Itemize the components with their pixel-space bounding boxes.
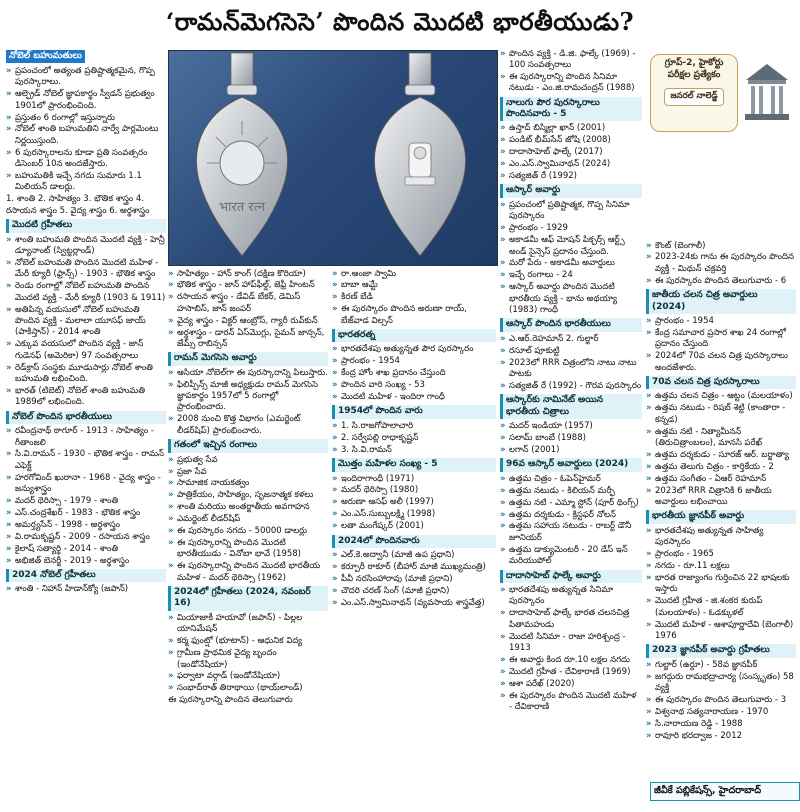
list-item: » రావూరి భరద్వాజ - 2012 bbox=[646, 731, 796, 742]
section-heading: జాతీయ చలన చిత్ర అవార్డులు (2024) bbox=[646, 289, 796, 314]
list-item: » దాదాసాహెబ్ ఫాల్కే (2017) bbox=[500, 147, 642, 158]
list bbox=[500, 200, 642, 317]
list-item: » ప్రారంభం - 1954 bbox=[646, 316, 796, 327]
list-item: » శాంతి బహుమతి పొందిన మొదటి వ్యక్తి - హెన్రీ డ్యూనాంట్ (స్విట్జర్లాండ్) bbox=[6, 235, 166, 258]
list-item: » సి.వి.రామన్ - 1930 - భౌతిక శాస్త్రం - రామన్ ఎఫెక్ట్ bbox=[6, 449, 166, 472]
list bbox=[168, 269, 328, 351]
list-item: » ఎల్.కె.అద్వానీ (మాజీ ఉప ప్రధాని) bbox=[332, 550, 496, 561]
list-item: » మదర్ థెరిస్సా (1980) bbox=[332, 485, 496, 496]
list-item: » 2023లో RRR చిత్రంలోని నాటు నాటు పాటకు bbox=[500, 358, 642, 381]
list bbox=[500, 421, 642, 456]
list-item: » కిరణ్ బేడి bbox=[332, 292, 496, 303]
list-item: » ఉస్తాద్ బిస్మిల్లా ఖాన్ (2001) bbox=[500, 123, 642, 134]
list-item: » రెడ్‌క్రాస్ సంస్థకు మూడుసార్లు నోబెల్ శాంతి బహుమతి లభించింది. bbox=[6, 363, 166, 386]
list-item: » ఉత్తమ సంగీతం - ఏఆర్ రెహమాన్ bbox=[646, 474, 796, 485]
list-item: » ఆల్ఫ్రెడ్ నోబెల్ జ్ఞాపకార్థం స్వీడన్ ప్రభుత్వం 1901లో ప్రారంభించింది. bbox=[6, 89, 166, 112]
list-item: » ఉత్తమ చలన చిత్రం - ఆట్టం (మలయాళం) bbox=[646, 391, 796, 402]
list-item: » భౌతిక శాస్త్రం - జాన్ హాప్‌ఫీల్డ్, జెఫ్రీ హింటన్ bbox=[168, 280, 328, 291]
list-item: » అకాడమీ ఆఫ్ మోషన్ పిక్చర్స్ ఆర్ట్స్ అండ్ సైన్సెస్ ప్రదానం చేస్తుంది. bbox=[500, 235, 642, 258]
list-item: » ప్రస్తుతం 6 రంగాల్లో ఇస్తున్నారు bbox=[6, 113, 166, 124]
list-item: » శాంతి - నిహాన్ హిడాన్‌క్యో (జపాన్) bbox=[6, 584, 166, 595]
badge-tag: జనరల్ నాలెడ్జ్ bbox=[664, 88, 723, 106]
list-item: » కైలాష్ సత్యార్థి - 2014 - శాంతి bbox=[6, 544, 166, 555]
list-item: » 2023-24కు గాను ఈ పురస్కారం పొందిన వ్యక్తి - మిథున్ చక్రవర్తి bbox=[646, 252, 796, 275]
list-item: » సాహిత్యం - హాన్ కాంగ్ (దక్షిణ కొరియా) bbox=[168, 269, 328, 280]
list-item: » ఉత్తమ నటుడు - రిషబ్ శెట్టి (కాంతారా - కన్నడ) bbox=[646, 403, 796, 426]
list-item: » అభిజిత్ బెనర్జీ - 2019 - అర్థశాస్త్రం bbox=[6, 556, 166, 567]
list-item: » పీవీ నరసింహారావు (మాజీ ప్రధాని) bbox=[332, 574, 496, 585]
list-item: » ఎం.ఎస్.స్వామినాథన్ (వ్యవసాయ శాస్త్రవేత్త) bbox=[332, 598, 496, 609]
list-item: » 2023లో RRR చిత్రానికి 6 జాతీయ అవార్డులు లభించాయి bbox=[646, 486, 796, 509]
list-item: » మదర్ థెరిస్సా - 1979 - శాంతి bbox=[6, 496, 166, 507]
list-item: » భారతదేశపు అత్యున్నత సాహిత్య పురస్కారం bbox=[646, 526, 796, 549]
list-item: » ఈ పురస్కారాన్ని పొందిన మొదటి భారతీయ మహిళ - మదర్ థెరిస్సా (1962) bbox=[168, 561, 328, 584]
list-item: » గుల్జార్ (ఉర్దూ) - 58వ జ్ఞానపీఠ్ bbox=[646, 660, 796, 671]
section-heading: మొత్తం మహిళల సంఖ్య - 5 bbox=[332, 458, 496, 471]
list bbox=[500, 49, 642, 95]
list-item: » సామాజిక నాయకత్వం bbox=[168, 478, 328, 489]
list-item: » ఆశా పరేఖ్ (2020) bbox=[500, 679, 642, 690]
list-item: » మొదటి గ్రహీత - దేవికారాణి (1969) bbox=[500, 667, 642, 678]
list-item: » కర్మ ఫుంట్షో (భూటాన్) - ఆధునిక విద్య bbox=[168, 636, 328, 647]
bharat-ratna-medal-image bbox=[168, 50, 498, 266]
list-item: » సంభాద్‌రాత్ తిరాథాయి (థాయ్‌లాండ్) bbox=[168, 683, 328, 694]
list-item: » 1. సి.రాజగోపాలాచారి bbox=[332, 421, 496, 432]
list-item: » వి.రామకృష్ణన్ - 2009 - రసాయన శాస్త్రం bbox=[6, 532, 166, 543]
list-item: » ఈ పురస్కారం పొందిన అరుణా రాయ్, బేజ్‌వాడ విల్సన్ bbox=[332, 304, 496, 327]
list-item: » లతా మంగేష్కర్ (2001) bbox=[332, 521, 496, 532]
list-item: » ప్రారంభం - 1965 bbox=[646, 549, 796, 560]
list-item: » రెండు రంగాల్లో నోబెల్ బహుమతి పొందిన మొదటి వ్యక్తి - మేరీ క్యూరీ (1903 & 1911) bbox=[6, 281, 166, 304]
section-heading: భారతరత్న bbox=[332, 329, 496, 342]
list bbox=[332, 269, 496, 328]
list-item: » నోబెల్ బహుమతి పొందిన మొదటి మహిళ - మేరీ క్యూరీ (ఫ్రాన్స్‌) - 1903 - భౌతిక శాస్త్రం bbox=[6, 258, 166, 281]
list bbox=[646, 241, 796, 288]
section-heading: గతంలో ఇచ్చిన రంగాలు bbox=[168, 439, 328, 452]
list-item: » పండిట్ భీమ్‌సేన్ జోషి (2008) bbox=[500, 135, 642, 146]
list-item: » గ్రామీణ ప్రాథమిక వైద్య బృందం (ఇండోనేషియా) bbox=[168, 648, 328, 671]
list-item: » అతిపిన్న వయసులో నోబెల్ బహుమతి పొందిన వ్యక్తి - మలాలా యూసఫ్ జాయ్ (పాకిస్తాన్) - 2014 శాంతి bbox=[6, 305, 166, 339]
list bbox=[646, 660, 796, 742]
list-item: » భారత రాజ్యాంగం గుర్తించిన 22 భాషలకు ఇస్తారు bbox=[646, 573, 796, 596]
list-item: » ఎం.ఎస్.స్వామినాథన్ (2024) bbox=[500, 159, 642, 170]
list bbox=[168, 613, 328, 695]
list-item: » 2008 నుంచి కొత్త విభాగం (ఎమర్జెంట్ లీడర్‌షిప్) ప్రారంభించారు. bbox=[168, 414, 328, 437]
list-item: » ఉత్తమ డాక్యుమెంటరీ - 20 డేస్ ఇన్ మరియుపోల్ bbox=[500, 545, 642, 568]
list-item: » ఫర్వాటా వర్గాడ్ (ఇండోనేషియా) bbox=[168, 671, 328, 682]
list-item: » నోబెల్ శాంతి బహుమతిని నార్వే పార్లమెంటు నిర్ణయిస్తుంది. bbox=[6, 124, 166, 147]
badge-box bbox=[650, 54, 738, 132]
building-icon bbox=[742, 60, 792, 126]
list-item: » రసూల్ పూకుట్టి bbox=[500, 346, 642, 357]
section-heading: 96వ ఆస్కార్ అవార్డులు (2024) bbox=[500, 458, 642, 471]
list-item: » విశ్వనాథ సత్యనారాయణ - 1970 bbox=[646, 707, 796, 718]
list-item: » చౌదరి చరణ్ సింగ్ (మాజీ ప్రధాని) bbox=[332, 586, 496, 597]
list-item: » ఎ.ఆర్.రెహమాన్ 2. గుల్జార్ bbox=[500, 334, 642, 345]
list-item: » ఇందిరాగాంధీ (1971) bbox=[332, 474, 496, 485]
list-item: » ఉత్తమ నటుడు - కిలియన్ మర్ఫీ bbox=[500, 486, 642, 497]
section-heading: 1954లో పొందిన వారు bbox=[332, 405, 496, 418]
list-item: » కౌంట్ (బెంగాలీ) bbox=[646, 241, 796, 252]
list-item: » కేంద్ర సమాచార ప్రసార శాఖ 24 రంగాల్లో ప్రదానం చేస్తుంది bbox=[646, 328, 796, 351]
list-item: » ఈ పురస్కారం నగదు - 50000 డాలర్లు bbox=[168, 526, 328, 537]
list-item: » ఈ పురస్కారం పొందిన తెలుగువారు - 3 bbox=[646, 695, 796, 706]
list-item: » ప్రపంచంలో ప్రతిష్టాత్మక, గొప్ప సినిమా పురస్కారం bbox=[500, 200, 642, 223]
list-item: » ప్రపంచంలో అత్యంత ప్రతిష్టాత్మకమైన, గొప్ప పురస్కారాలు. bbox=[6, 66, 166, 89]
list-item: » ఉత్తమ సహాయ నటుడు - రాబర్ట్ డౌనీ జూనియర్ bbox=[500, 521, 642, 544]
fields-text: 1. శాంతి 2. సాహిత్యం 3. భౌతిక శాస్త్రం 4. రసాయన శాస్త్రం 5. వైద్య శాస్త్రం 6. అర్థశాస్త్రం bbox=[6, 194, 150, 216]
list-item: » ఎమర్జెంట్ లీడర్‌షిప్ bbox=[168, 514, 328, 525]
list-item: » భారతదేశపు అత్యున్నత సినిమా పురస్కారం bbox=[500, 585, 642, 608]
list-item: » నగదు - రూ.11 లక్షలు bbox=[646, 561, 796, 572]
section-heading: నోబెల్ బహుమతులు bbox=[6, 50, 85, 63]
list bbox=[332, 421, 496, 456]
list-item: » సత్యజిత్ రే (1992) - గౌరవ పురస్కారం bbox=[500, 381, 642, 392]
list-item: » ఉత్తమ దర్శకుడు - క్రిస్టఫర్ నోలన్ bbox=[500, 510, 642, 521]
list bbox=[646, 391, 796, 508]
list-item: » ఎం.ఎస్.సుబ్బులక్ష్మి (1998) bbox=[332, 509, 496, 520]
list-item: » పాత్రికేయం, సాహిత్యం, సృజనాత్మక కళలు bbox=[168, 490, 328, 501]
list-item: » ఈ పురస్కారం పొందిన మొదటి మహిళ - దేవికారాణి bbox=[500, 691, 642, 714]
list-item: » సలామ్ బాంబే (1988) bbox=[500, 433, 642, 444]
column-1 bbox=[6, 48, 166, 808]
section-heading: 2024 నోబెల్ గ్రహీతలు bbox=[6, 569, 166, 582]
section-heading: మొదటి గ్రహీతలు bbox=[6, 219, 166, 232]
list-item: » ఆస్కార్ అవార్డు పొందిన మొదటి భారతీయ వ్యక్తి - భాను అథయ్యా (1983) గాంధీ bbox=[500, 282, 642, 316]
list-item: » సి.నారాయణ రెడ్డి - 1988 bbox=[646, 719, 796, 730]
list-item: » భారత్ (టిబెట్) నోబెల్ శాంతి బహుమతి 1989లో లభించింది. bbox=[6, 386, 166, 409]
list-item: » పొందిన వారి సంఖ్య - 53 bbox=[332, 380, 496, 391]
list-item: » భారతదేశపు అత్యున్నత పౌర పురస్కారం bbox=[332, 344, 496, 355]
list-item: » మొదటి గ్రహీత - జి.శంకర కురుప్ (మలయాళం) - ఓడక్కుళల్ bbox=[646, 596, 796, 619]
section-heading: నోబెల్ పొందిన భారతీయులు bbox=[6, 411, 166, 424]
list bbox=[168, 455, 328, 526]
list-item: » ఎస్.చంద్రశేఖర్ - 1983 - భౌతిక శాస్త్రం bbox=[6, 508, 166, 519]
section-heading: రామన్ మెగసెసె అవార్డు bbox=[168, 352, 328, 365]
list-item: » ఉత్తమ నటి - ఎమ్మా స్టోన్ (పూర్ థింగ్స్) bbox=[500, 498, 642, 509]
publisher-byline: జీవీకే పబ్లికేషన్స్, హైదరాబాద్ bbox=[650, 782, 800, 801]
medal-inscription: भारत रत्न bbox=[219, 200, 265, 215]
list-item: » ఈ పురస్కారాన్ని పొందిన సినిమా నటుడు - ఎం.జి.రామచంద్రన్ (1988) bbox=[500, 72, 642, 95]
exam-badge bbox=[646, 50, 796, 236]
medal-illustration bbox=[169, 51, 497, 265]
list-item: » పొందిన వ్యక్తి - డి.జి. ఫాల్కే (1969) - 100 సంవత్సరాలు bbox=[500, 49, 642, 72]
list-item: » మరో పేరు - అకాడమీ అవార్డులు bbox=[500, 258, 642, 269]
list-item: » రా.ఆంజా స్వామి bbox=[332, 269, 496, 280]
list bbox=[500, 123, 642, 182]
list bbox=[332, 550, 496, 609]
list-item: » ఈ అవార్డు కింద రూ.10 లక్షల నగదు bbox=[500, 655, 642, 666]
list bbox=[6, 235, 166, 409]
list-item: » ఈ పురస్కారం పొందిన తెలుగువారు - 6 bbox=[646, 276, 796, 287]
list bbox=[646, 526, 796, 643]
list-item: » బహుమతికి ఇచ్చే నగదు సుమారు 1.1 మిలియన్ డాలర్లు. bbox=[6, 171, 166, 194]
list bbox=[646, 316, 796, 374]
list bbox=[6, 584, 166, 595]
section-heading: దాదాసాహెబ్ ఫాల్కే అవార్డు bbox=[500, 570, 642, 583]
list-item: » అర్థశాస్త్రం - డారన్ ఏస్‌మొగ్లు, సైమన్ జాన్సన్, జేమ్స్ రాబిన్సన్ bbox=[168, 328, 328, 351]
list-item: » ఇచ్చే రంగాలు - 24 bbox=[500, 270, 642, 281]
section-heading: నాలుగు పౌర పురస్కారాలు పొందినవారు - 5 bbox=[500, 97, 642, 122]
section-heading: ఆస్కార్ పొందిన భారతీయులు bbox=[500, 318, 642, 331]
list-item: » మియాజాకీ హయావో (జపాన్) - పిల్లల యానిమేషన్ bbox=[168, 613, 328, 636]
section-heading: 2023 జ్ఞానపీఠ్ అవార్డు గ్రహీతలు bbox=[646, 644, 796, 657]
list-item: » ఉత్తమ తెలుగు చిత్రం - కార్తికేయ - 2 bbox=[646, 462, 796, 473]
section-heading: ఆస్కార్ అవార్డు bbox=[500, 184, 642, 197]
section-heading: 70వ చలన చిత్ర పురస్కారాలు bbox=[646, 376, 796, 389]
list bbox=[332, 344, 496, 403]
list-item: » అమర్త్యసేన్ - 1998 - అర్థశాస్త్రం bbox=[6, 520, 166, 531]
list-item: » ఉత్తమ చిత్రం - ఓపెన్‌హైమర్ bbox=[500, 474, 642, 485]
list-item: » శాంతి మరియు అంతర్జాతీయ అవగాహన bbox=[168, 502, 328, 513]
column-2 bbox=[168, 268, 328, 808]
list-item: » ఉత్తమ నటి - నిత్యామీనన్ (తిరుచిత్రాంబలం), మానసి పరేఖ్ bbox=[646, 427, 796, 450]
list-item: » కర్పూరీ ఠాకూర్ (బీహార్ మాజీ ముఖ్యమంత్రి) bbox=[332, 562, 496, 573]
page-headline: ‘రామన్‌మెగసెసె’ పొందిన మొదటి భారతీయుడు? bbox=[165, 7, 635, 36]
list-item: » బాబా ఆమ్టే bbox=[332, 280, 496, 291]
list-item: » రసాయన శాస్త్రం - డేవిడ్ బేకర్, డెమిస్ హసాబిస్, జాన్ జంపర్ bbox=[168, 292, 328, 315]
list bbox=[6, 66, 166, 194]
list-item: » ఆసియా నోబెల్‌గా ఈ పురస్కారాన్ని పిలుస్తారు. bbox=[168, 368, 328, 379]
list-item: » ఎక్కువ వయసులో పొందిన వ్యక్తి - జాన్ గుడెనఫ్ (అమెరికా) 97 సంవత్సరాలు bbox=[6, 339, 166, 362]
list-item: » మొదటి మహిళ - ఇందిరా గాంధీ bbox=[332, 392, 496, 403]
section-heading: ఆస్కార్‌కు నామినేట్ అయిన భారతీయ చిత్రాలు bbox=[500, 394, 642, 419]
list-item: » ప్రారంభం - 1929 bbox=[500, 223, 642, 234]
list-item: » మొదటి సినిమా - రాజా హరిశ్చంద్ర - 1913 bbox=[500, 632, 642, 655]
section-heading: 2024లో గ్రహీతలు (2024, నవంబర్ 16) bbox=[168, 586, 328, 611]
list-item: » ఈ పురస్కారాన్ని పొందిన మొదటి భారతీయుడు - వినోబా భావే (1958) bbox=[168, 538, 328, 561]
list-item: » దాదాసాహెబ్ ఫాల్కే భారత చలనచిత్ర పితామహుడు bbox=[500, 608, 642, 631]
column-5 bbox=[646, 240, 796, 808]
section-heading: భారతీయ జ్ఞానపీఠ్ అవార్డు bbox=[646, 510, 796, 523]
list-item: » 6 పురస్కారాలను కూడా ప్రతి సంవత్సరం డిసెంబర్ 10న అందజేస్తారు. bbox=[6, 148, 166, 171]
list-item: » ఫిలిప్పీన్స్ మాజీ అధ్యక్షుడు రామన్ మెగసెసె జ్ఞాపకార్థం 1957లో 5 రంగాల్లో ప్రారంభించారు. bbox=[168, 380, 328, 414]
badge-title: గ్రూప్‌-2, హైకోర్టు పరీక్షల ప్రత్యేకం bbox=[664, 58, 724, 80]
list bbox=[500, 474, 642, 568]
list-item: » ఉత్తమ దర్శకుడు - సూరజ్ ఆర్. బర్జాత్యా bbox=[646, 450, 796, 461]
section-heading: 2024లో పొందినవారు bbox=[332, 535, 496, 548]
column-4 bbox=[500, 48, 642, 808]
list-item: » 2. సర్వేపల్లి రాధాకృష్ణన్ bbox=[332, 433, 496, 444]
list-item: » 3. సి.వి.రామన్ bbox=[332, 445, 496, 456]
list-item: » 2024లో 70వ చలన చిత్ర పురస్కారాలు అందజేశారు. bbox=[646, 351, 796, 374]
list bbox=[500, 334, 642, 393]
list-item: » లగాన్ (2001) bbox=[500, 445, 642, 456]
list bbox=[332, 474, 496, 533]
list-item: » కేంద్ర హోం శాఖ ప్రదానం చేస్తుంది bbox=[332, 368, 496, 379]
list-item: » జగద్గురు రామభద్రాచార్య (సంస్కృతం) 58 వ్యక్తి bbox=[646, 672, 796, 695]
list-item: » వైద్య శాస్త్రం - విక్టర్ ఆంబ్రోస్, గ్యారీ రువ్‌కున్ bbox=[168, 316, 328, 327]
list bbox=[6, 426, 166, 567]
list-item: » రవీంద్రనాథ్ ఠాగూర్ - 1913 - సాహిత్యం - గీతాంజలి bbox=[6, 426, 166, 449]
column-3 bbox=[332, 268, 496, 808]
list bbox=[168, 526, 328, 584]
column-footer: ఈ పురస్కారాన్ని పొందిన తెలుగువారు bbox=[168, 695, 293, 706]
list-item: » హరగోవింద్ ఖురానా - 1968 - వైద్య శాస్త్రం - జన్యుశాస్త్రం bbox=[6, 473, 166, 496]
list bbox=[500, 585, 642, 713]
list-item: » మొదటి మహిళ - ఆశాపూర్ణాదేవి (బెంగాలీ) 1976 bbox=[646, 620, 796, 643]
list-item: » సత్యజిత్ రే (1992) bbox=[500, 171, 642, 182]
list-item: » ప్రారంభం - 1954 bbox=[332, 356, 496, 367]
list-item: » అరుణా ఆసఫ్ అలీ (1997) bbox=[332, 497, 496, 508]
list-item: » మదర్ ఇండియా (1957) bbox=[500, 421, 642, 432]
list-item: » ప్రభుత్వ సేవ bbox=[168, 455, 328, 466]
list-item: » ప్రజా సేవ bbox=[168, 467, 328, 478]
list bbox=[168, 368, 328, 437]
